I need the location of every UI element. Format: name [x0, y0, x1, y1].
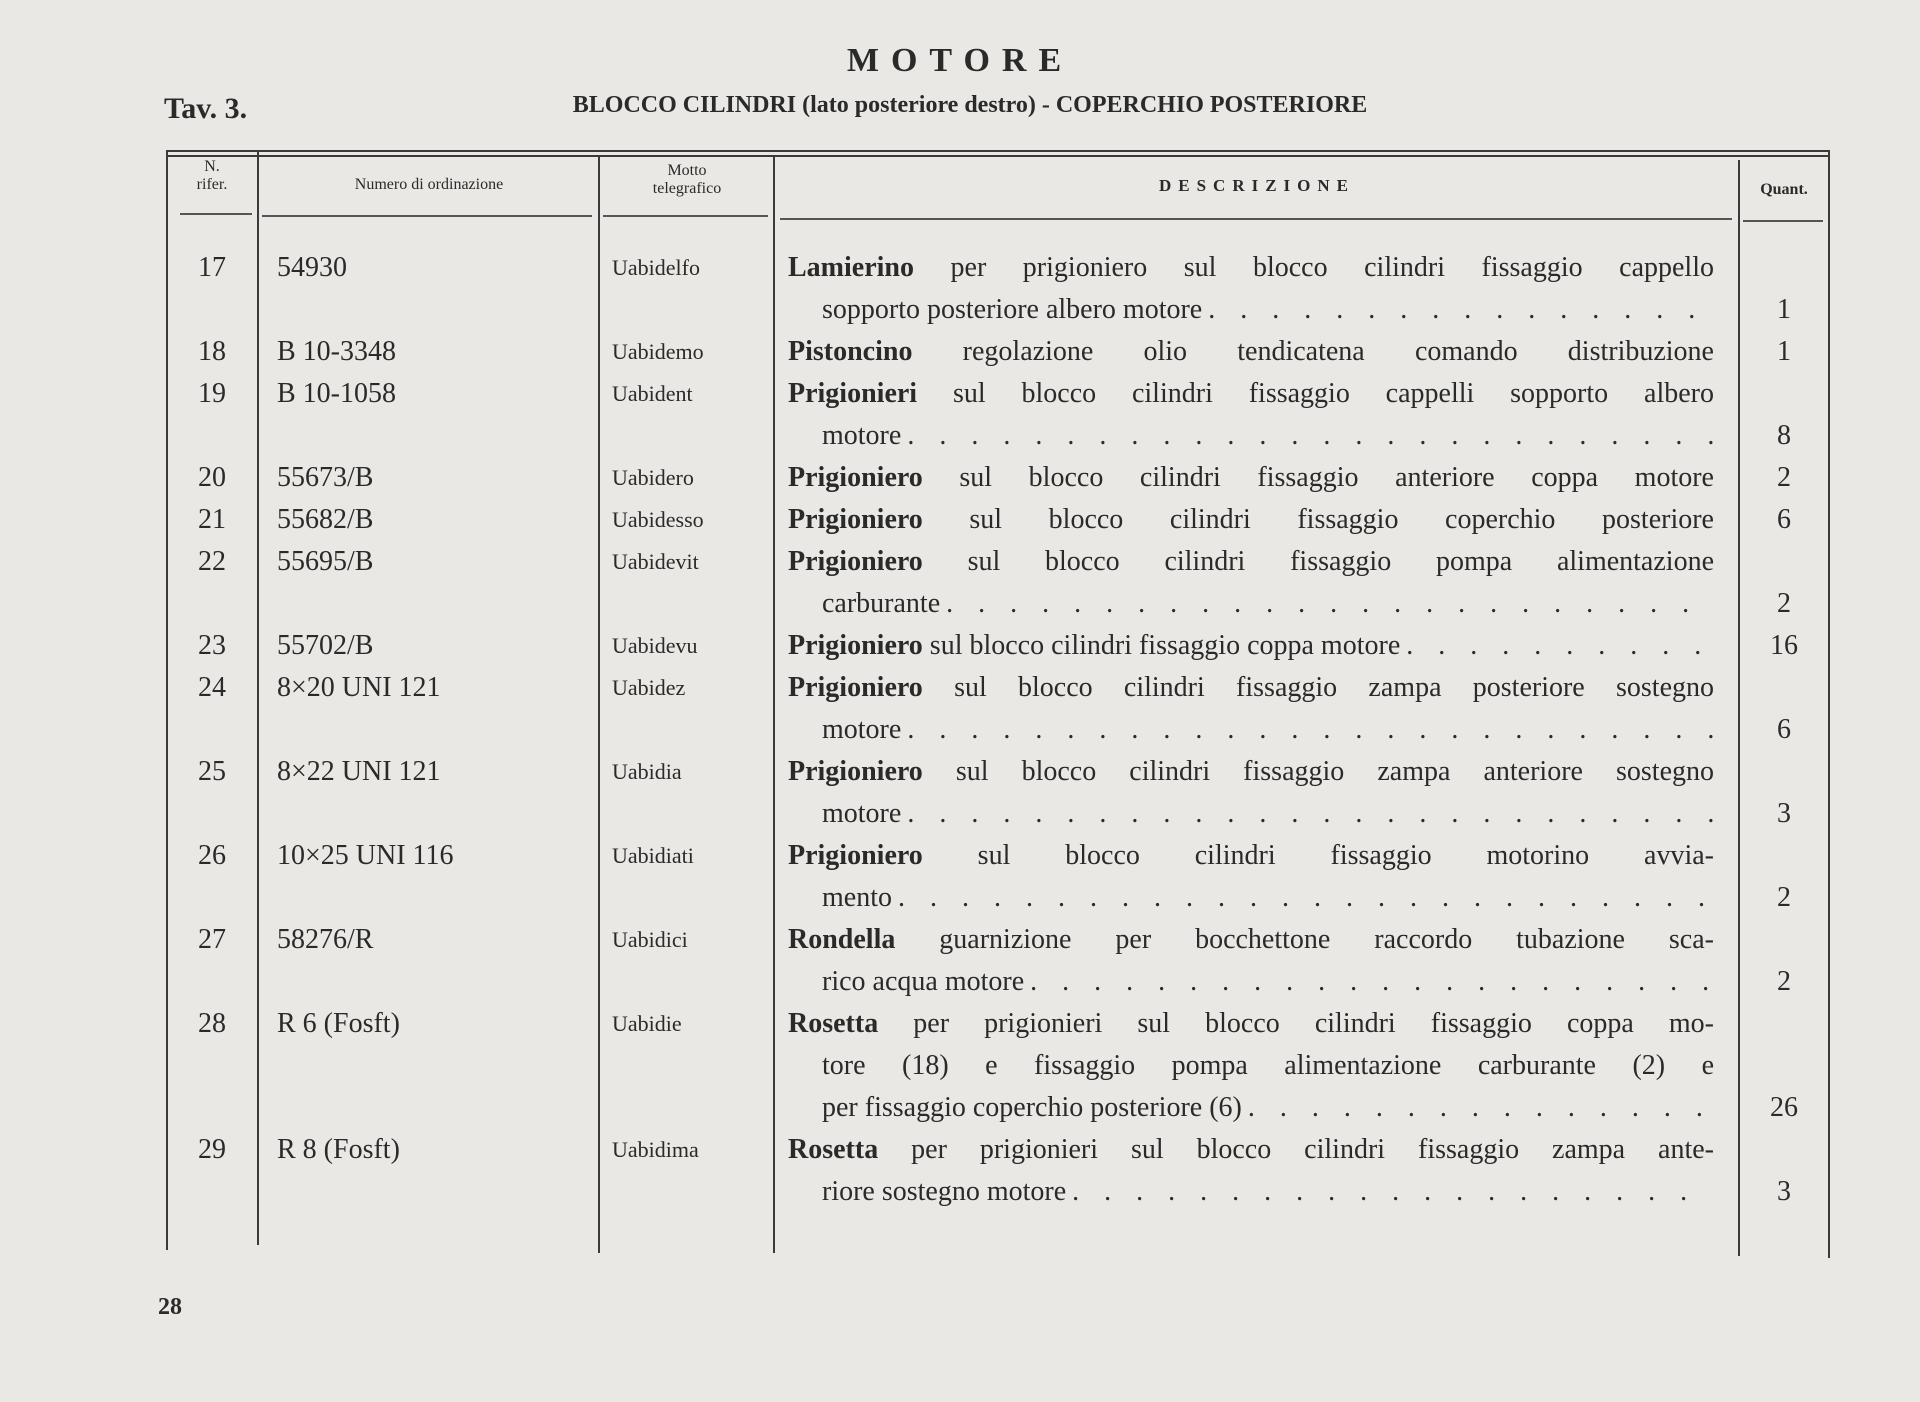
header-underline-quantity [1743, 220, 1823, 222]
row-quantity [1742, 877, 1826, 919]
description-line [788, 625, 1714, 667]
row-description [788, 835, 1714, 919]
row-quantity [1742, 1087, 1826, 1129]
description-line [788, 961, 1714, 1003]
quantity-value: 3 [1777, 798, 1791, 829]
row-order-number: B 10-3348 [277, 336, 396, 367]
dot-leader [940, 583, 1714, 625]
row-description [788, 919, 1714, 1003]
row-ref-number: 22 [198, 546, 226, 577]
quantity-value: 2 [1777, 966, 1791, 997]
description-text: motore [822, 798, 902, 829]
row-telegraph-code: Uabident [612, 381, 693, 406]
row-order-number: 10×25 UNI 116 [277, 840, 454, 871]
part-name: Prigioniero [788, 840, 923, 871]
row-order-number: 8×22 UNI 121 [277, 756, 441, 787]
row-ref-number: 20 [198, 462, 226, 493]
description-line [788, 709, 1714, 751]
header-quantity: Quant. [1760, 181, 1808, 198]
row-ref-number: 25 [198, 756, 226, 787]
quantity-value: 3 [1777, 1176, 1791, 1207]
row-ref-number: 27 [198, 924, 226, 955]
row-order-number: 55695/B [277, 546, 374, 577]
description-text: sul blocco cilindri fissaggio coperchio posteriore [922, 504, 1714, 535]
column-divider-ref [257, 150, 259, 1245]
row-ref-number: 19 [198, 378, 226, 409]
description-line [788, 289, 1714, 331]
description-text: per fissaggio coperchio posteriore (6) [822, 1092, 1242, 1123]
row-order-number: 55673/B [277, 462, 374, 493]
description-text: regolazione olio tendicatena comando distribuzione [912, 336, 1714, 367]
row-ref-number: 24 [198, 672, 226, 703]
table-top-rule-secondary [166, 155, 1830, 157]
row-description [788, 1129, 1714, 1213]
header-underline-ref [180, 213, 252, 215]
table-right-border [1828, 150, 1830, 1258]
quantity-value: 16 [1770, 630, 1798, 661]
description-line [788, 1045, 1714, 1087]
description-line [788, 415, 1714, 457]
description-text: tore (18) e fissaggio pompa alimentazione carburante (2) e [822, 1050, 1714, 1081]
dot-leader [1024, 961, 1714, 1003]
row-description [788, 625, 1714, 667]
row-ref-number: 17 [198, 252, 226, 283]
row-order-number: 8×20 UNI 121 [277, 672, 441, 703]
part-name: Prigioniero [788, 462, 923, 493]
row-ref-number: 21 [198, 504, 226, 535]
description-line [788, 751, 1714, 793]
row-ref-number: 29 [198, 1134, 226, 1165]
quantity-value: 26 [1770, 1092, 1798, 1123]
part-name: Prigioniero [788, 504, 923, 535]
row-telegraph-code: Uabidemo [612, 339, 704, 364]
row-telegraph-code: Uabidici [612, 927, 688, 952]
row-quantity [1742, 331, 1826, 373]
column-divider-telegraph [773, 155, 775, 1253]
description-line [788, 331, 1714, 373]
row-telegraph-code: Uabidelfo [612, 255, 700, 280]
row-quantity [1742, 583, 1826, 625]
row-quantity [1742, 457, 1826, 499]
part-name: Prigioniero [788, 630, 923, 661]
row-quantity [1742, 415, 1826, 457]
quantity-value: 8 [1777, 420, 1791, 451]
description-line [788, 919, 1714, 961]
dot-leader [901, 793, 1714, 835]
quantity-value: 2 [1777, 462, 1791, 493]
description-text: sul blocco cilindri fissaggio pompa alimentazione [922, 546, 1714, 577]
row-description [788, 541, 1714, 625]
description-line [788, 373, 1714, 415]
description-text: motore [822, 420, 902, 451]
description-line [788, 1087, 1714, 1129]
dot-leader [1066, 1171, 1714, 1213]
row-ref-number: 23 [198, 630, 226, 661]
page-subtitle: BLOCCO CILINDRI (lato posteriore destro) - COPERCHIO POSTERIORE [572, 92, 1368, 118]
description-line [788, 1129, 1714, 1171]
row-quantity [1742, 1171, 1826, 1213]
header-underline-description [780, 218, 1732, 220]
part-name: Prigioniero [788, 672, 923, 703]
header-order-number: Numero di ordinazione [354, 176, 504, 193]
description-line [788, 835, 1714, 877]
quantity-value: 1 [1777, 294, 1791, 325]
description-line [788, 499, 1714, 541]
part-name: Prigioniero [788, 756, 923, 787]
row-description [788, 499, 1714, 541]
description-text: sul blocco cilindri fissaggio cappelli sopporto albero [917, 378, 1714, 409]
dot-leader [1242, 1087, 1714, 1129]
part-name: Pistoncino [788, 336, 913, 367]
description-text: riore sostegno motore [822, 1176, 1067, 1207]
row-telegraph-code: Uabidia [612, 759, 682, 784]
row-quantity [1742, 499, 1826, 541]
description-text: mento [822, 882, 892, 913]
description-line [788, 793, 1714, 835]
row-description [788, 373, 1714, 457]
row-order-number: 58276/R [277, 924, 374, 955]
row-order-number: R 8 (Fosft) [277, 1134, 400, 1165]
row-telegraph-code: Uabidero [612, 465, 694, 490]
description-line [788, 1171, 1714, 1213]
row-order-number: 55682/B [277, 504, 374, 535]
quantity-value: 1 [1777, 336, 1791, 367]
row-order-number: R 6 (Fosft) [277, 1008, 400, 1039]
row-description [788, 1003, 1714, 1129]
description-text: sul blocco cilindri fissaggio zampa posteriore sostegno [922, 672, 1714, 703]
part-name: Lamierino [788, 252, 914, 283]
row-telegraph-code: Uabidie [612, 1011, 682, 1036]
row-ref-number: 26 [198, 840, 226, 871]
description-text: sopporto posteriore albero motore [822, 294, 1203, 325]
page-number: 28 [158, 1294, 182, 1320]
description-line [788, 667, 1714, 709]
row-ref-number: 28 [198, 1008, 226, 1039]
part-name: Rondella [788, 924, 896, 955]
description-text: guarnizione per bocchettone raccordo tubazione sca- [895, 924, 1714, 955]
description-text: sul blocco cilindri fissaggio zampa anteriore sostegno [922, 756, 1714, 787]
table-left-border [166, 150, 168, 1250]
description-text: sul blocco cilindri fissaggio anteriore coppa motore [922, 462, 1714, 493]
plate-label: Tav. 3. [164, 92, 248, 125]
header-underline-number [262, 215, 592, 217]
column-divider-description [1738, 160, 1740, 1256]
description-text: rico acqua motore [822, 966, 1025, 997]
quantity-value: 2 [1777, 588, 1791, 619]
description-line [788, 583, 1714, 625]
part-name: Rosetta [788, 1008, 879, 1039]
description-text: sul blocco cilindri fissaggio motorino avvia- [922, 840, 1714, 871]
row-telegraph-code: Uabidevit [612, 549, 699, 574]
description-line [788, 247, 1714, 289]
row-quantity [1742, 793, 1826, 835]
row-description [788, 457, 1714, 499]
description-text: sul blocco cilindri fissaggio coppa motore [922, 630, 1401, 661]
description-text: per prigionieri sul blocco cilindri fissaggio zampa ante- [878, 1134, 1714, 1165]
row-order-number: 55702/B [277, 630, 374, 661]
quantity-value: 2 [1777, 882, 1791, 913]
row-ref-number: 18 [198, 336, 226, 367]
row-description [788, 331, 1714, 373]
header-ref: N. rifer. [196, 158, 228, 193]
row-telegraph-code: Uabidez [612, 675, 686, 700]
description-line [788, 877, 1714, 919]
description-text: carburante [822, 588, 941, 619]
row-order-number: B 10-1058 [277, 378, 396, 409]
row-quantity [1742, 961, 1826, 1003]
dot-leader [901, 415, 1714, 457]
row-telegraph-code: Uabidiati [612, 843, 694, 868]
part-name: Prigioniero [788, 546, 923, 577]
description-text: per prigionieri sul blocco cilindri fissaggio coppa mo- [878, 1008, 1714, 1039]
header-description: DESCRIZIONE [1158, 176, 1356, 195]
part-name: Rosetta [788, 1134, 879, 1165]
header-underline-telegraph [603, 215, 768, 217]
dot-leader [1202, 289, 1714, 331]
description-line [788, 1003, 1714, 1045]
row-quantity [1742, 625, 1826, 667]
row-description [788, 751, 1714, 835]
dot-leader [901, 709, 1714, 751]
row-description [788, 667, 1714, 751]
row-description [788, 247, 1714, 331]
description-text: motore [822, 714, 902, 745]
row-telegraph-code: Uabidesso [612, 507, 704, 532]
table-top-rule [166, 150, 1830, 152]
row-order-number: 54930 [277, 252, 347, 283]
page-title: MOTORE [846, 42, 1074, 79]
part-name: Prigionieri [788, 378, 918, 409]
row-quantity [1742, 709, 1826, 751]
row-quantity [1742, 289, 1826, 331]
description-line [788, 541, 1714, 583]
column-divider-number [598, 155, 600, 1253]
dot-leader [1400, 625, 1714, 667]
row-telegraph-code: Uabidima [612, 1137, 699, 1162]
description-text: per prigioniero sul blocco cilindri fissaggio cappello [914, 252, 1714, 283]
row-telegraph-code: Uabidevu [612, 633, 698, 658]
description-line [788, 457, 1714, 499]
quantity-value: 6 [1777, 714, 1791, 745]
quantity-value: 6 [1777, 504, 1791, 535]
dot-leader [892, 877, 1714, 919]
header-telegraph: Motto telegrafico [652, 162, 722, 197]
